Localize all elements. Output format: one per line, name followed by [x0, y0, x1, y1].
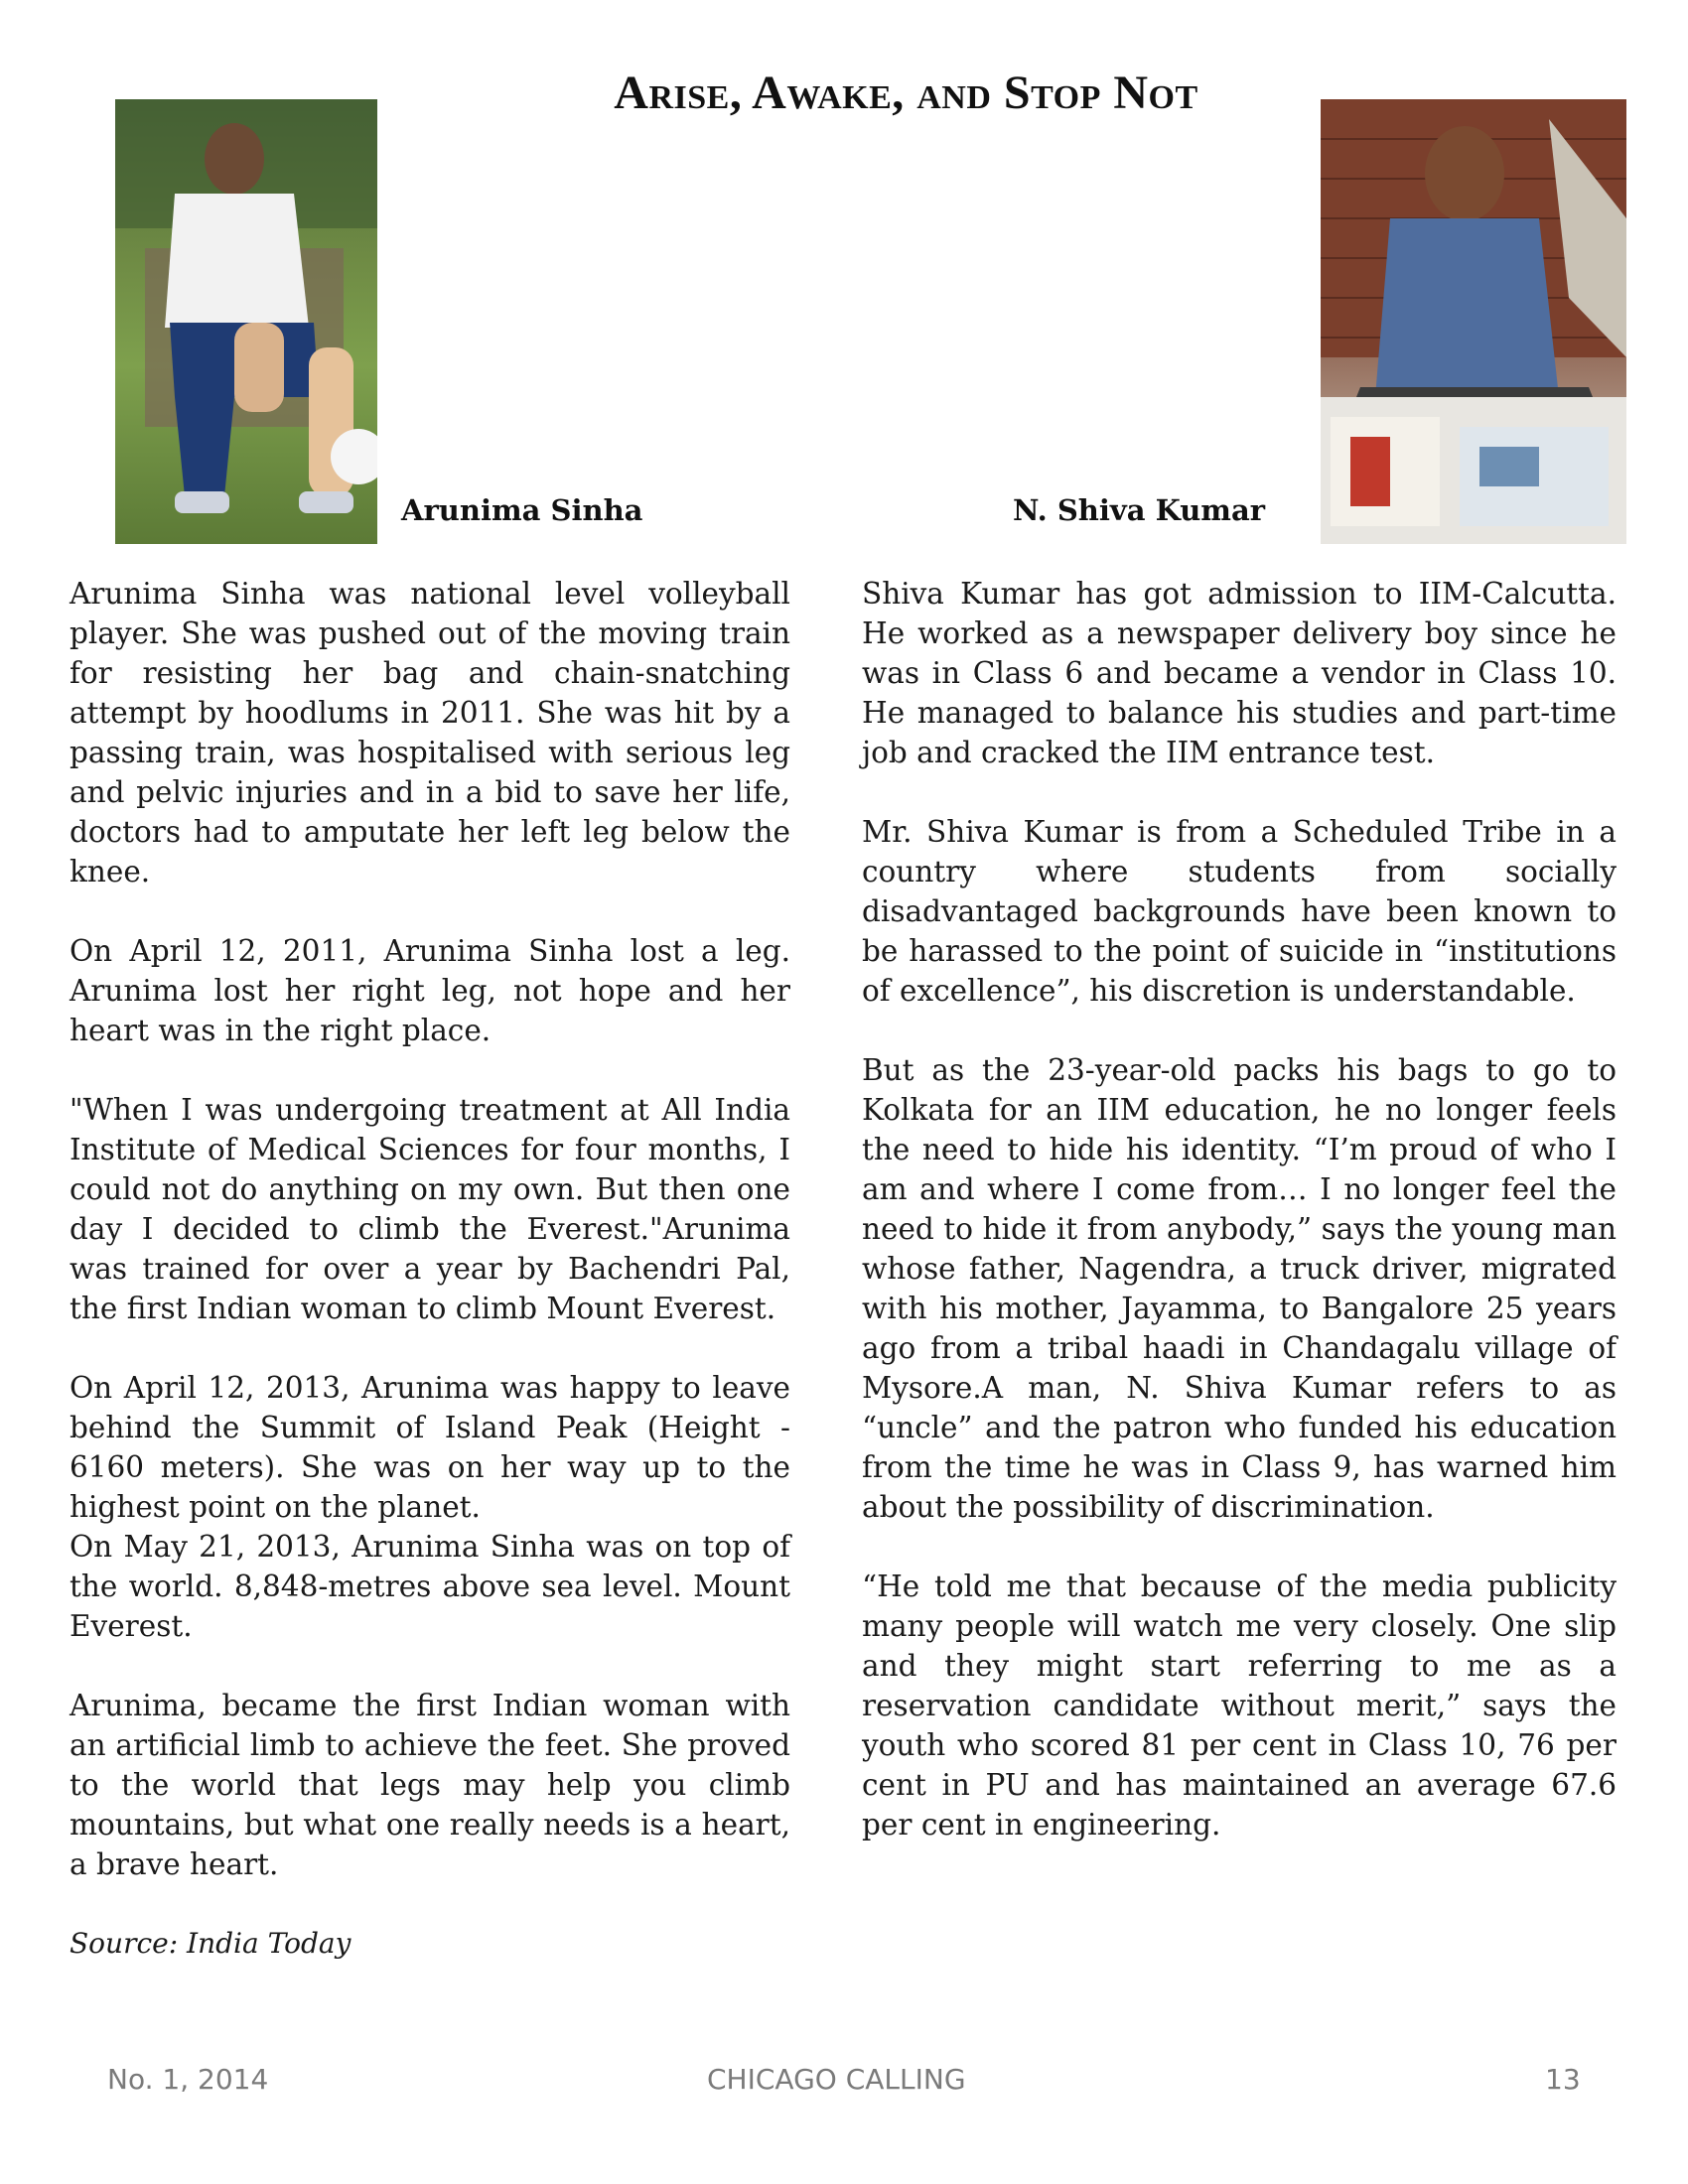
left-paragraph-3: "When I was undergoing treatment at All India Institute of Medical Sciences for four months, I could not do anything on my own. But then one day I decided to climb the Everest."Arunima was trained for over a year by Bachendri Pal, the first Indian woman to climb Mount Everest.	[70, 1093, 790, 1325]
left-paragraph-5: On May 21, 2013, Arunima Sinha was on top of the world. 8,848-metres above sea level. Mount Everest.	[70, 1530, 790, 1643]
left-paragraph-2: On April 12, 2011, Arunima Sinha lost a leg. Arunima lost her right leg, not hope and her heart was in the right place.	[70, 934, 790, 1047]
right-column	[862, 574, 1617, 1884]
page-title: Arise, Awake, and Stop Not	[614, 67, 1198, 119]
footer-publication: CHICAGO CALLING	[707, 2063, 966, 2096]
photo-caption-right: N. Shiva Kumar	[1013, 493, 1266, 527]
right-paragraph-2: Mr. Shiva Kumar is from a Scheduled Tribe in a country where students from socially disadvantaged backgrounds have been known to be harassed to the point of suicide in “institutions of excellence”, his discretion is understandable.	[862, 815, 1617, 1008]
shiva-kumar-photo	[1321, 99, 1626, 544]
footer-issue: No. 1, 2014	[107, 2063, 269, 2096]
arunima-sinha-photo	[115, 99, 377, 544]
left-paragraph-1: Arunima Sinha was national level volleyball player. She was pushed out of the moving train for resisting her bag and chain-snatching attempt by hoodlums in 2011. She was hit by a passing train, was hospitalised with serious leg and pelvic injuries and in a bid to save her life, doctors had to amputate her left leg below the knee.	[70, 577, 790, 888]
right-paragraph-1: Shiva Kumar has got admission to IIM-Calcutta. He worked as a newspaper delivery boy since he was in Class 6 and became a vendor in Class 10. He managed to balance his studies and part-time job and cracked the IIM entrance test.	[862, 577, 1617, 769]
left-paragraph-6: Arunima, became the first Indian woman with an artificial limb to achieve the feet. She proved to the world that legs may help you climb mountains, but what one really needs is a heart, a brave heart.	[70, 1689, 790, 1881]
source-credit: Source: India Today	[70, 1927, 352, 1960]
footer-page-number: 13	[1545, 2063, 1581, 2096]
left-paragraph-4: On April 12, 2013, Arunima was happy to leave behind the Summit of Island Peak (Height - 6160 meters). She was on her way up to the highest point on the planet.	[70, 1371, 790, 1524]
left-column	[70, 574, 790, 2003]
right-paragraph-4: “He told me that because of the media publicity many people will watch me very closely. One slip and they might start referring to me as a reservation candidate without merit,” says the youth who scored 81 per cent in Class 10, 76 per cent in PU and has maintained an average 67.6 per cent in engineering.	[862, 1570, 1617, 1842]
right-paragraph-3: But as the 23-year-old packs his bags to go to Kolkata for an IIM education, he no longer feels the need to hide his identity. “I’m proud of who I am and where I come from… I no longer feel the need to hide it from anybody,” says the young man whose father, Nagendra, a truck driver, migrated with his mother, Jayamma, to Bangalore 25 years ago from a tribal haadi in Chandagalu village of Mysore.A man, N. Shiva Kumar refers to as “uncle” and the patron who funded his education from the time he was in Class 9, has warned him about the possibility of discrimination.	[862, 1053, 1617, 1524]
photo-caption-left: Arunima Sinha	[401, 493, 643, 527]
